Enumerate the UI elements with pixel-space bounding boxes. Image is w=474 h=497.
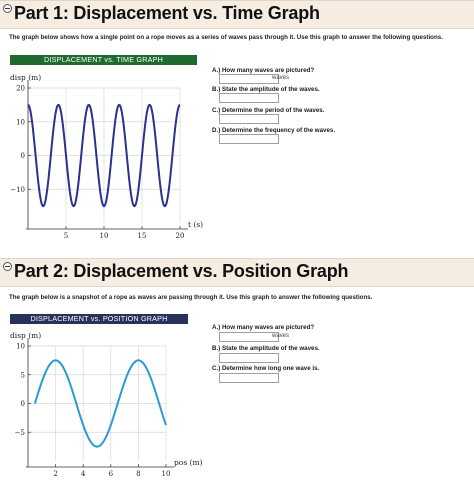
y-axis-label: disp (m): [10, 331, 42, 340]
x-tick-label: 5: [63, 232, 69, 240]
part2-answer-b-input[interactable]: [219, 353, 279, 363]
displacement-position-chart: [0, 318, 220, 497]
y-tick-label: 20: [16, 84, 25, 93]
part1-question-d: D.) Determine the frequency of the waves.: [212, 127, 336, 134]
part1-header: [0, 0, 474, 29]
collapse-toggle-icon[interactable]: [3, 4, 12, 13]
x-tick-label: 6: [108, 470, 114, 478]
part1-title: Part 1: Displacement vs. Time Graph: [14, 3, 320, 23]
x-tick-label: 15: [137, 232, 147, 240]
part2-header: [0, 258, 474, 287]
x-axis-label: t (s): [188, 220, 204, 229]
part2-answer-c-input[interactable]: [219, 373, 279, 383]
x-tick-label: 4: [80, 470, 86, 478]
x-tick-label: 10: [161, 470, 171, 478]
y-axis-label: disp (m): [10, 73, 42, 82]
collapse-toggle-icon[interactable]: [3, 262, 12, 271]
displacement-time-chart: [0, 60, 220, 260]
part2-title: Part 2: Displacement vs. Position Graph: [14, 261, 349, 281]
part2-answer-a-unit: waves: [272, 333, 290, 339]
part1-question-a: A.) How many waves are pictured?: [212, 67, 315, 74]
part1-intro: The graph below shows how a single point on a rope moves as a series of waves pass through it. Use this graph to answer the following questions.: [9, 34, 443, 41]
part1-answer-d-input[interactable]: [219, 134, 279, 144]
part1-answer-a-input[interactable]: [219, 74, 279, 84]
x-tick-label: 20: [175, 232, 185, 240]
part2-question-a: A.) How many waves are pictured?: [212, 324, 315, 331]
part1-question-b: B.) State the amplitude of the waves.: [212, 86, 320, 93]
y-tick-label: −10: [10, 185, 25, 194]
x-tick-label: 2: [53, 470, 58, 478]
y-tick-label: 0: [20, 400, 25, 408]
part2-answer-a-input[interactable]: [219, 332, 279, 342]
part2-intro: The graph below is a snapshot of a rope as waves are passing through it. Use this graph to answer the following questions.: [9, 294, 373, 301]
part1-graph-title: DISPLACEMENT vs. TIME GRAPH: [10, 55, 197, 65]
x-tick-label: 8: [136, 470, 141, 478]
x-axis-label: pos (m): [174, 458, 203, 467]
x-tick-label: 10: [99, 232, 109, 240]
part2-graph-title: DISPLACEMENT vs. POSITION GRAPH: [10, 314, 188, 324]
part2-question-c: C.) Determine how long one wave is.: [212, 365, 320, 372]
part1-answer-b-input[interactable]: [219, 93, 279, 103]
y-tick-label: 10: [16, 118, 25, 127]
y-tick-label: 10: [16, 342, 25, 351]
part1-question-c: C.) Determine the period of the waves.: [212, 107, 325, 114]
y-tick-label: −5: [14, 428, 25, 437]
part1-answer-c-input[interactable]: [219, 114, 279, 124]
part2-question-b: B.) State the amplitude of the waves.: [212, 345, 320, 352]
part1-answer-a-unit: waves: [272, 75, 290, 81]
y-tick-label: 5: [20, 371, 25, 380]
y-tick-label: 0: [20, 152, 25, 160]
